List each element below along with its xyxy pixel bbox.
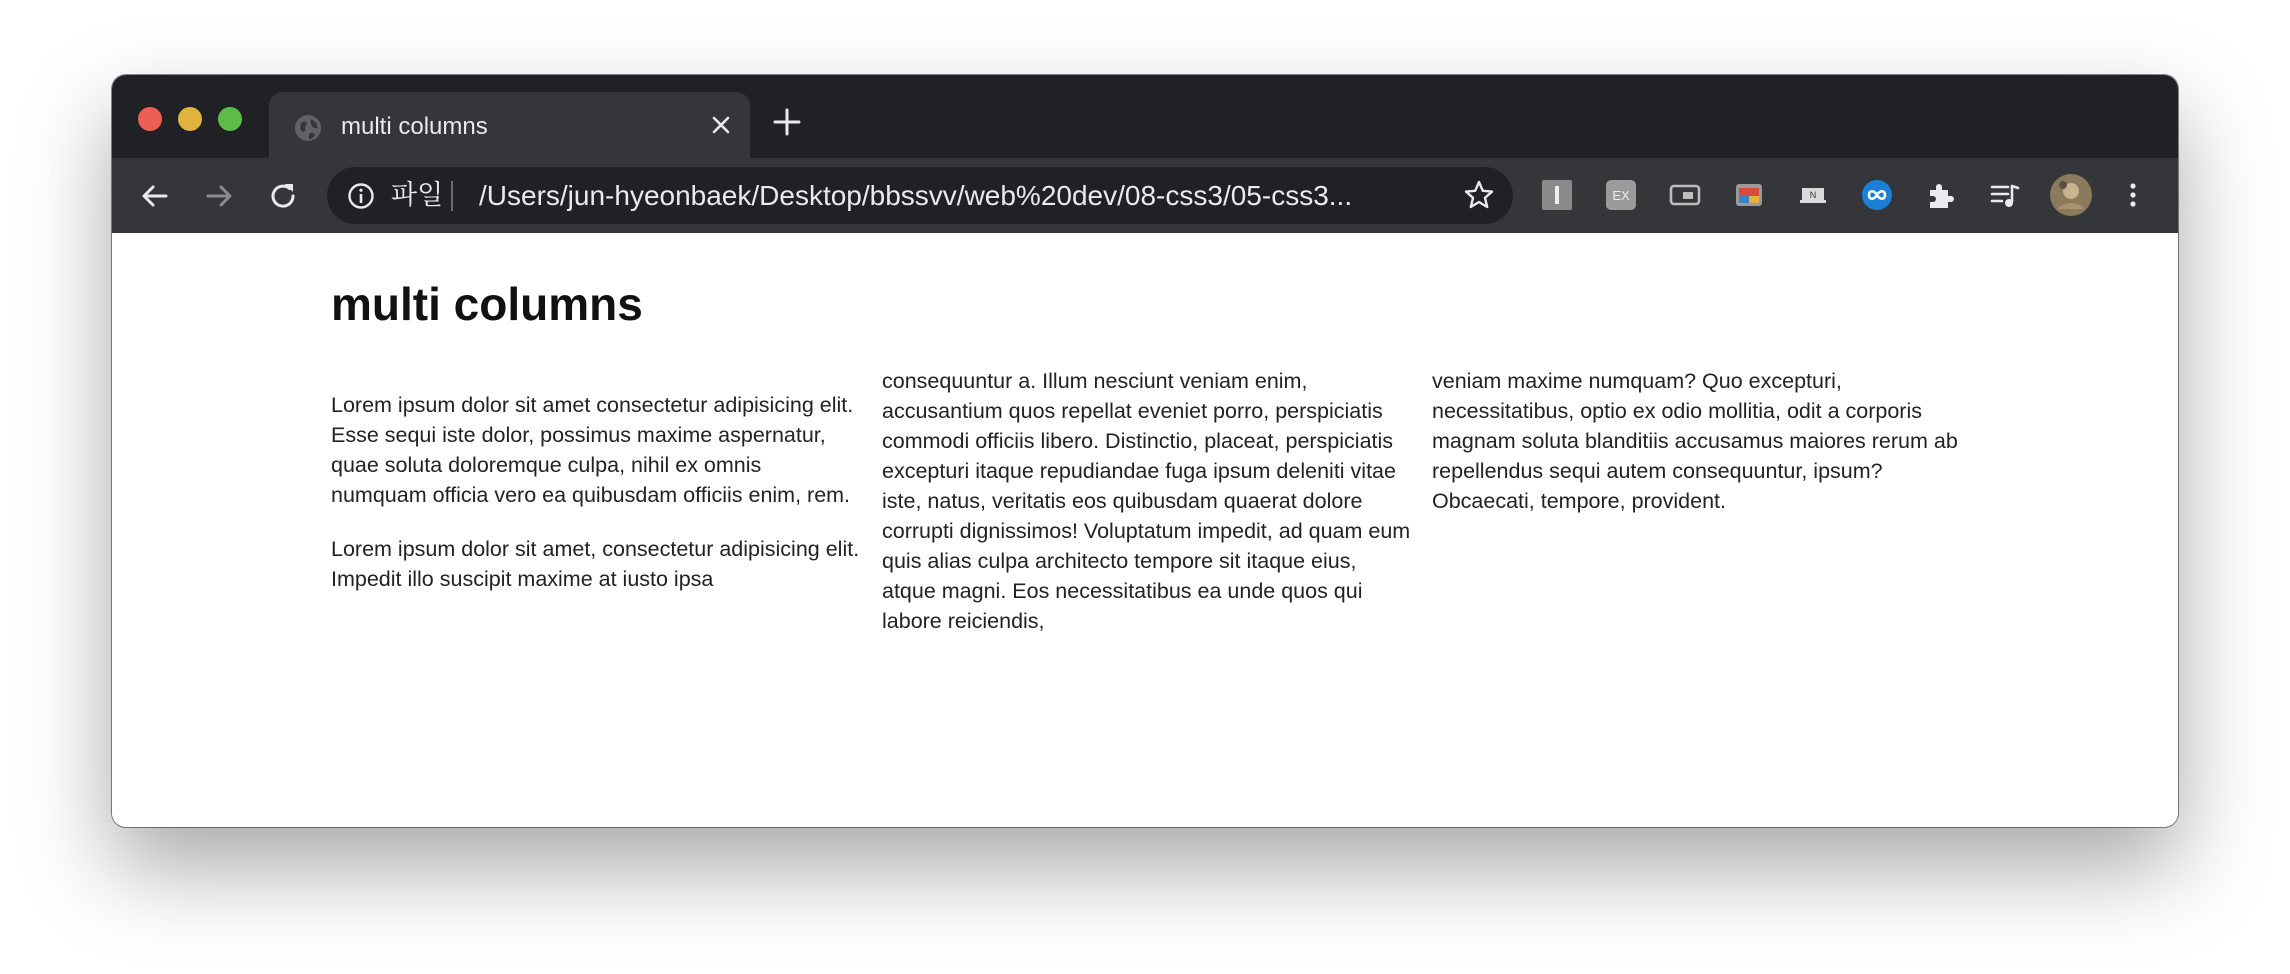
globe-icon xyxy=(293,113,323,143)
puzzle-icon[interactable] xyxy=(1923,177,1959,213)
reload-button[interactable] xyxy=(263,176,303,216)
plus-icon xyxy=(770,105,804,139)
close-window-button[interactable] xyxy=(138,107,162,131)
info-icon[interactable] xyxy=(347,182,375,210)
forward-icon xyxy=(202,179,236,213)
paragraph-2: Lorem ipsum dolor sit amet, consectetur adipisicing elit. Impedit illo suscipit maxime at iusto ipsa xyxy=(331,537,860,591)
address-separator xyxy=(451,181,453,211)
svg-text:EX: EX xyxy=(1612,188,1630,203)
i-extension-icon[interactable] xyxy=(1539,177,1575,213)
address-bar[interactable] xyxy=(327,167,1513,224)
profile-avatar[interactable] xyxy=(2049,173,2093,217)
tab-title: multi columns xyxy=(341,113,488,140)
paragraph-2-end: veniam maxime numquam? Quo excepturi, necessitatibus, optio ex odio mollitia, odit a corporis magnam soluta blanditiis accusamus maiores rerum ab repellendus sequi autem consequuntur, ipsum? Obcaecati, tempore, provident. xyxy=(1432,369,1958,513)
reload-icon xyxy=(266,179,300,213)
browser-window xyxy=(112,75,2178,827)
title-bar xyxy=(112,75,2178,158)
svg-text:N: N xyxy=(1809,190,1817,200)
screenshot-extension-icon[interactable] xyxy=(1731,177,1767,213)
n-extension-icon[interactable] xyxy=(1795,177,1831,213)
paragraph-1: Lorem ipsum dolor sit amet consectetur adipisicing elit. Esse sequi iste dolor, possimus maxime aspernatur, quae soluta doloremque culpa, nihil ex omnis numquam officia vero ea quibusdam officiis enim, rem. xyxy=(331,393,854,507)
ex-extension-icon[interactable] xyxy=(1603,177,1639,213)
tab-multi-columns[interactable] xyxy=(269,92,750,158)
media-queue-icon[interactable] xyxy=(1987,177,2023,213)
page-content xyxy=(112,233,2178,827)
page-title: multi columns xyxy=(331,278,643,330)
column-2 xyxy=(882,366,1412,636)
bookmark-star-icon[interactable] xyxy=(1463,179,1495,211)
close-icon xyxy=(706,110,736,140)
back-icon xyxy=(138,179,172,213)
close-tab-button[interactable] xyxy=(706,110,736,140)
infinity-extension-icon[interactable] xyxy=(1859,177,1895,213)
back-button[interactable] xyxy=(135,176,175,216)
browser-toolbar xyxy=(112,158,2178,233)
more-menu-icon[interactable] xyxy=(2115,177,2151,213)
maximize-window-button[interactable] xyxy=(218,107,242,131)
column-1 xyxy=(331,390,861,594)
file-scheme-label: 파일 xyxy=(391,180,444,210)
paragraph-2-continued: consequuntur a. Illum nesciunt veniam enim, accusantium quos repellat eveniet porro, perspiciatis commodi officiis libero. Distinctio, placeat, perspiciatis excepturi itaque repudiandae fuga ipsum deleniti vitae iste, natus, veritatis eos quibusdam quaerat dolore corrupti dignissimos! Voluptatum impedit, ad quam eum quis alias culpa architecto tempore sit itaque eius, atque magni. Eos necessitatibus ea unde quos qui labore reiciendis, xyxy=(882,369,1411,633)
picture-in-picture-icon[interactable] xyxy=(1667,177,1703,213)
new-tab-button[interactable] xyxy=(770,105,804,139)
forward-button[interactable] xyxy=(199,176,239,216)
column-3 xyxy=(1432,366,1962,516)
url-text[interactable]: /Users/jun-hyeonbaek/Desktop/bbssvv/web%20dev/08-css3/05-css3... xyxy=(479,180,1353,211)
minimize-window-button[interactable] xyxy=(178,107,202,131)
